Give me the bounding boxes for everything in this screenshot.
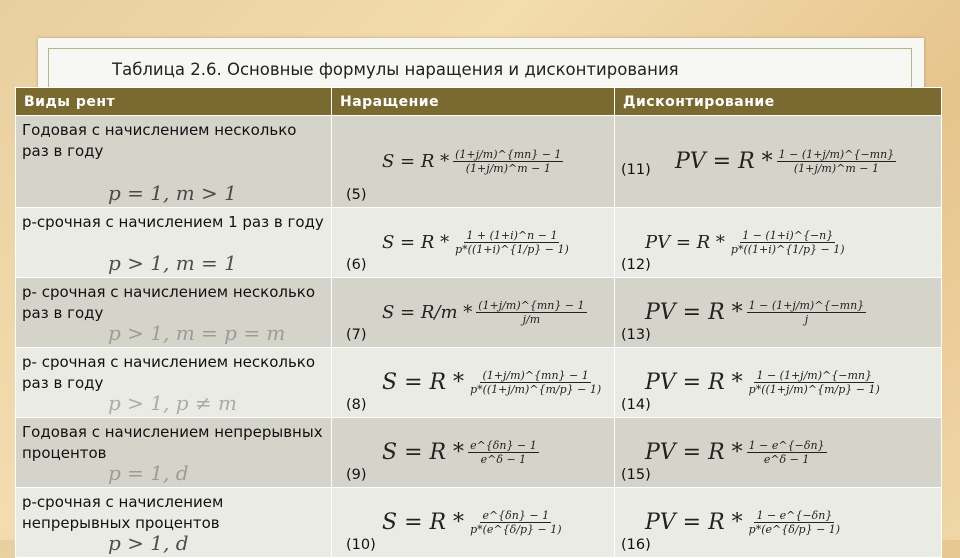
- accrual-denominator: e^δ − 1: [480, 453, 527, 466]
- accrual-fraction: [453, 229, 571, 256]
- accrual-formula: [382, 208, 571, 277]
- discount-denominator: e^δ − 1: [763, 453, 810, 466]
- table-header-row: [16, 88, 942, 116]
- table-row: [16, 278, 942, 348]
- accrual-numerator: (1+j/m)^{mn} − 1: [478, 299, 585, 312]
- table-row: [16, 418, 942, 488]
- discount-numerator: 1 − e^{−δn}: [748, 439, 825, 452]
- rent-type-label: Годовая с начислением непрерывных процентов: [22, 423, 323, 462]
- condition-label: p > 1, d: [108, 531, 189, 555]
- accrual-formula-number: (7): [346, 327, 367, 343]
- discount-fraction: [777, 148, 897, 175]
- accrual-denominator: p*(e^{δ/p} − 1): [470, 523, 562, 536]
- accrual-denominator: p*((1+j/m)^{m/p} − 1): [470, 383, 602, 396]
- accrual-numerator: e^{δn} − 1: [482, 509, 550, 522]
- accrual-numerator: (1+j/m)^{mn} − 1: [455, 148, 562, 161]
- discount-formula-number: (11): [621, 162, 651, 178]
- accrual-denominator: (1+j/m)^m − 1: [465, 162, 551, 175]
- discount-formula: [645, 488, 842, 557]
- discount-denominator: p*((1+i)^{1/p} − 1): [730, 243, 845, 256]
- accrual-fraction: [468, 439, 539, 466]
- discount-formula-number: (12): [621, 257, 651, 273]
- rent-type-label: р-срочная с начислением непрерывных процентов: [22, 493, 224, 532]
- discount-cell: [615, 116, 942, 208]
- accrual-cell: [332, 418, 615, 488]
- condition-label: p = 1, d: [108, 461, 189, 485]
- rent-type-cell: [16, 278, 332, 348]
- discount-cell: [615, 208, 942, 278]
- discount-numerator: 1 − (1+j/m)^{−mn}: [756, 369, 872, 382]
- discount-denominator: p*(e^{δ/p} − 1): [748, 523, 841, 536]
- accrual-denominator: j/m: [522, 313, 541, 326]
- accrual-cell: [332, 348, 615, 418]
- accrual-formula: [382, 278, 587, 347]
- discount-numerator: 1 − e^{−δn}: [756, 509, 833, 522]
- discount-cell: [615, 278, 942, 348]
- rent-type-cell: [16, 208, 332, 278]
- table-row: [16, 348, 942, 418]
- accrual-cell: [332, 488, 615, 558]
- discount-fraction: [747, 509, 842, 536]
- discount-formula-number: (16): [621, 537, 651, 553]
- table-row: [16, 208, 942, 278]
- accrual-formula: [382, 488, 564, 557]
- accrual-numerator: 1 + (1+i)^n − 1: [466, 229, 558, 242]
- condition-label: p > 1, p ≠ m: [108, 391, 237, 415]
- accrual-denominator: p*((1+i)^{1/p} − 1): [455, 243, 569, 256]
- accrual-numerator: e^{δn} − 1: [470, 439, 537, 452]
- discount-denominator: j: [804, 313, 809, 326]
- rent-type-cell: [16, 418, 332, 488]
- rent-type-cell: [16, 116, 332, 208]
- discount-formula-lhs: PV = R *: [645, 510, 743, 535]
- formulas-table: [15, 87, 942, 558]
- discount-formula: [645, 348, 882, 417]
- discount-numerator: 1 − (1+j/m)^{−mn}: [778, 148, 895, 161]
- discount-formula-lhs: PV = R *: [675, 149, 773, 174]
- discount-formula-number: (14): [621, 397, 651, 413]
- header-accrual: Наращение: [332, 88, 615, 116]
- accrual-formula-lhs: S = R *: [382, 151, 450, 172]
- rent-type-cell: [16, 348, 332, 418]
- discount-fraction: [729, 229, 847, 256]
- header-discounting: Дисконтирование: [615, 88, 942, 116]
- table-row: [16, 488, 942, 558]
- accrual-formula-number: (8): [346, 397, 367, 413]
- accrual-formula: [382, 418, 539, 487]
- accrual-formula-lhs: S = R *: [382, 232, 450, 253]
- discount-formula-lhs: PV = R *: [645, 232, 725, 253]
- discount-formula-lhs: PV = R *: [645, 440, 743, 465]
- rent-type-label: р- срочная с начислением несколько раз в году: [22, 353, 316, 392]
- accrual-formula-number: (5): [346, 187, 367, 203]
- discount-formula: [645, 278, 866, 347]
- discount-formula-lhs: PV = R *: [645, 370, 743, 395]
- accrual-formula: [382, 116, 563, 207]
- discount-denominator: p*((1+j/m)^{m/p} − 1): [748, 383, 880, 396]
- discount-formula-number: (15): [621, 467, 651, 483]
- discount-formula: [645, 418, 827, 487]
- table-row: [16, 116, 942, 208]
- discount-denominator: (1+j/m)^m − 1: [793, 162, 880, 175]
- discount-cell: [615, 348, 942, 418]
- page-title: Таблица 2.6. Основные формулы наращения и дисконтирования: [112, 60, 679, 79]
- discount-formula-lhs: PV = R *: [645, 300, 743, 325]
- condition-label: p = 1, m > 1: [108, 181, 237, 205]
- accrual-formula: [382, 348, 603, 417]
- accrual-cell: [332, 278, 615, 348]
- discount-fraction: [747, 299, 867, 326]
- discount-cell: [615, 488, 942, 558]
- accrual-cell: [332, 116, 615, 208]
- discount-fraction: [747, 439, 827, 466]
- accrual-fraction: [476, 299, 586, 326]
- accrual-formula-number: (10): [346, 537, 376, 553]
- discount-numerator: 1 − (1+i)^{−n}: [742, 229, 834, 242]
- accrual-cell: [332, 208, 615, 278]
- accrual-fraction: [468, 369, 603, 396]
- accrual-formula-lhs: S = R *: [382, 370, 465, 395]
- discount-numerator: 1 − (1+j/m)^{−mn}: [748, 299, 865, 312]
- discount-fraction: [747, 369, 882, 396]
- rent-type-label: Годовая с начислением несколько раз в году: [22, 121, 297, 160]
- discount-formula: [675, 116, 896, 207]
- rent-type-label: р-срочная с начислением 1 раз в году: [22, 213, 324, 231]
- accrual-formula-number: (6): [346, 257, 367, 273]
- accrual-formula-lhs: S = R *: [382, 510, 465, 535]
- rent-type-label: р- срочная с начислением несколько раз в году: [22, 283, 316, 322]
- accrual-formula-lhs: S = R/m *: [382, 302, 473, 323]
- accrual-formula-lhs: S = R *: [382, 440, 465, 465]
- discount-formula: [645, 208, 847, 277]
- condition-label: p > 1, m = p = m: [108, 321, 286, 345]
- accrual-numerator: (1+j/m)^{mn} − 1: [482, 369, 589, 382]
- discount-formula-number: (13): [621, 327, 651, 343]
- accrual-fraction: [468, 509, 563, 536]
- accrual-fraction: [453, 148, 563, 175]
- accrual-formula-number: (9): [346, 467, 367, 483]
- condition-label: p > 1, m = 1: [108, 251, 237, 275]
- discount-cell: [615, 418, 942, 488]
- rent-type-cell: [16, 488, 332, 558]
- header-rent-types: Виды рент: [16, 88, 332, 116]
